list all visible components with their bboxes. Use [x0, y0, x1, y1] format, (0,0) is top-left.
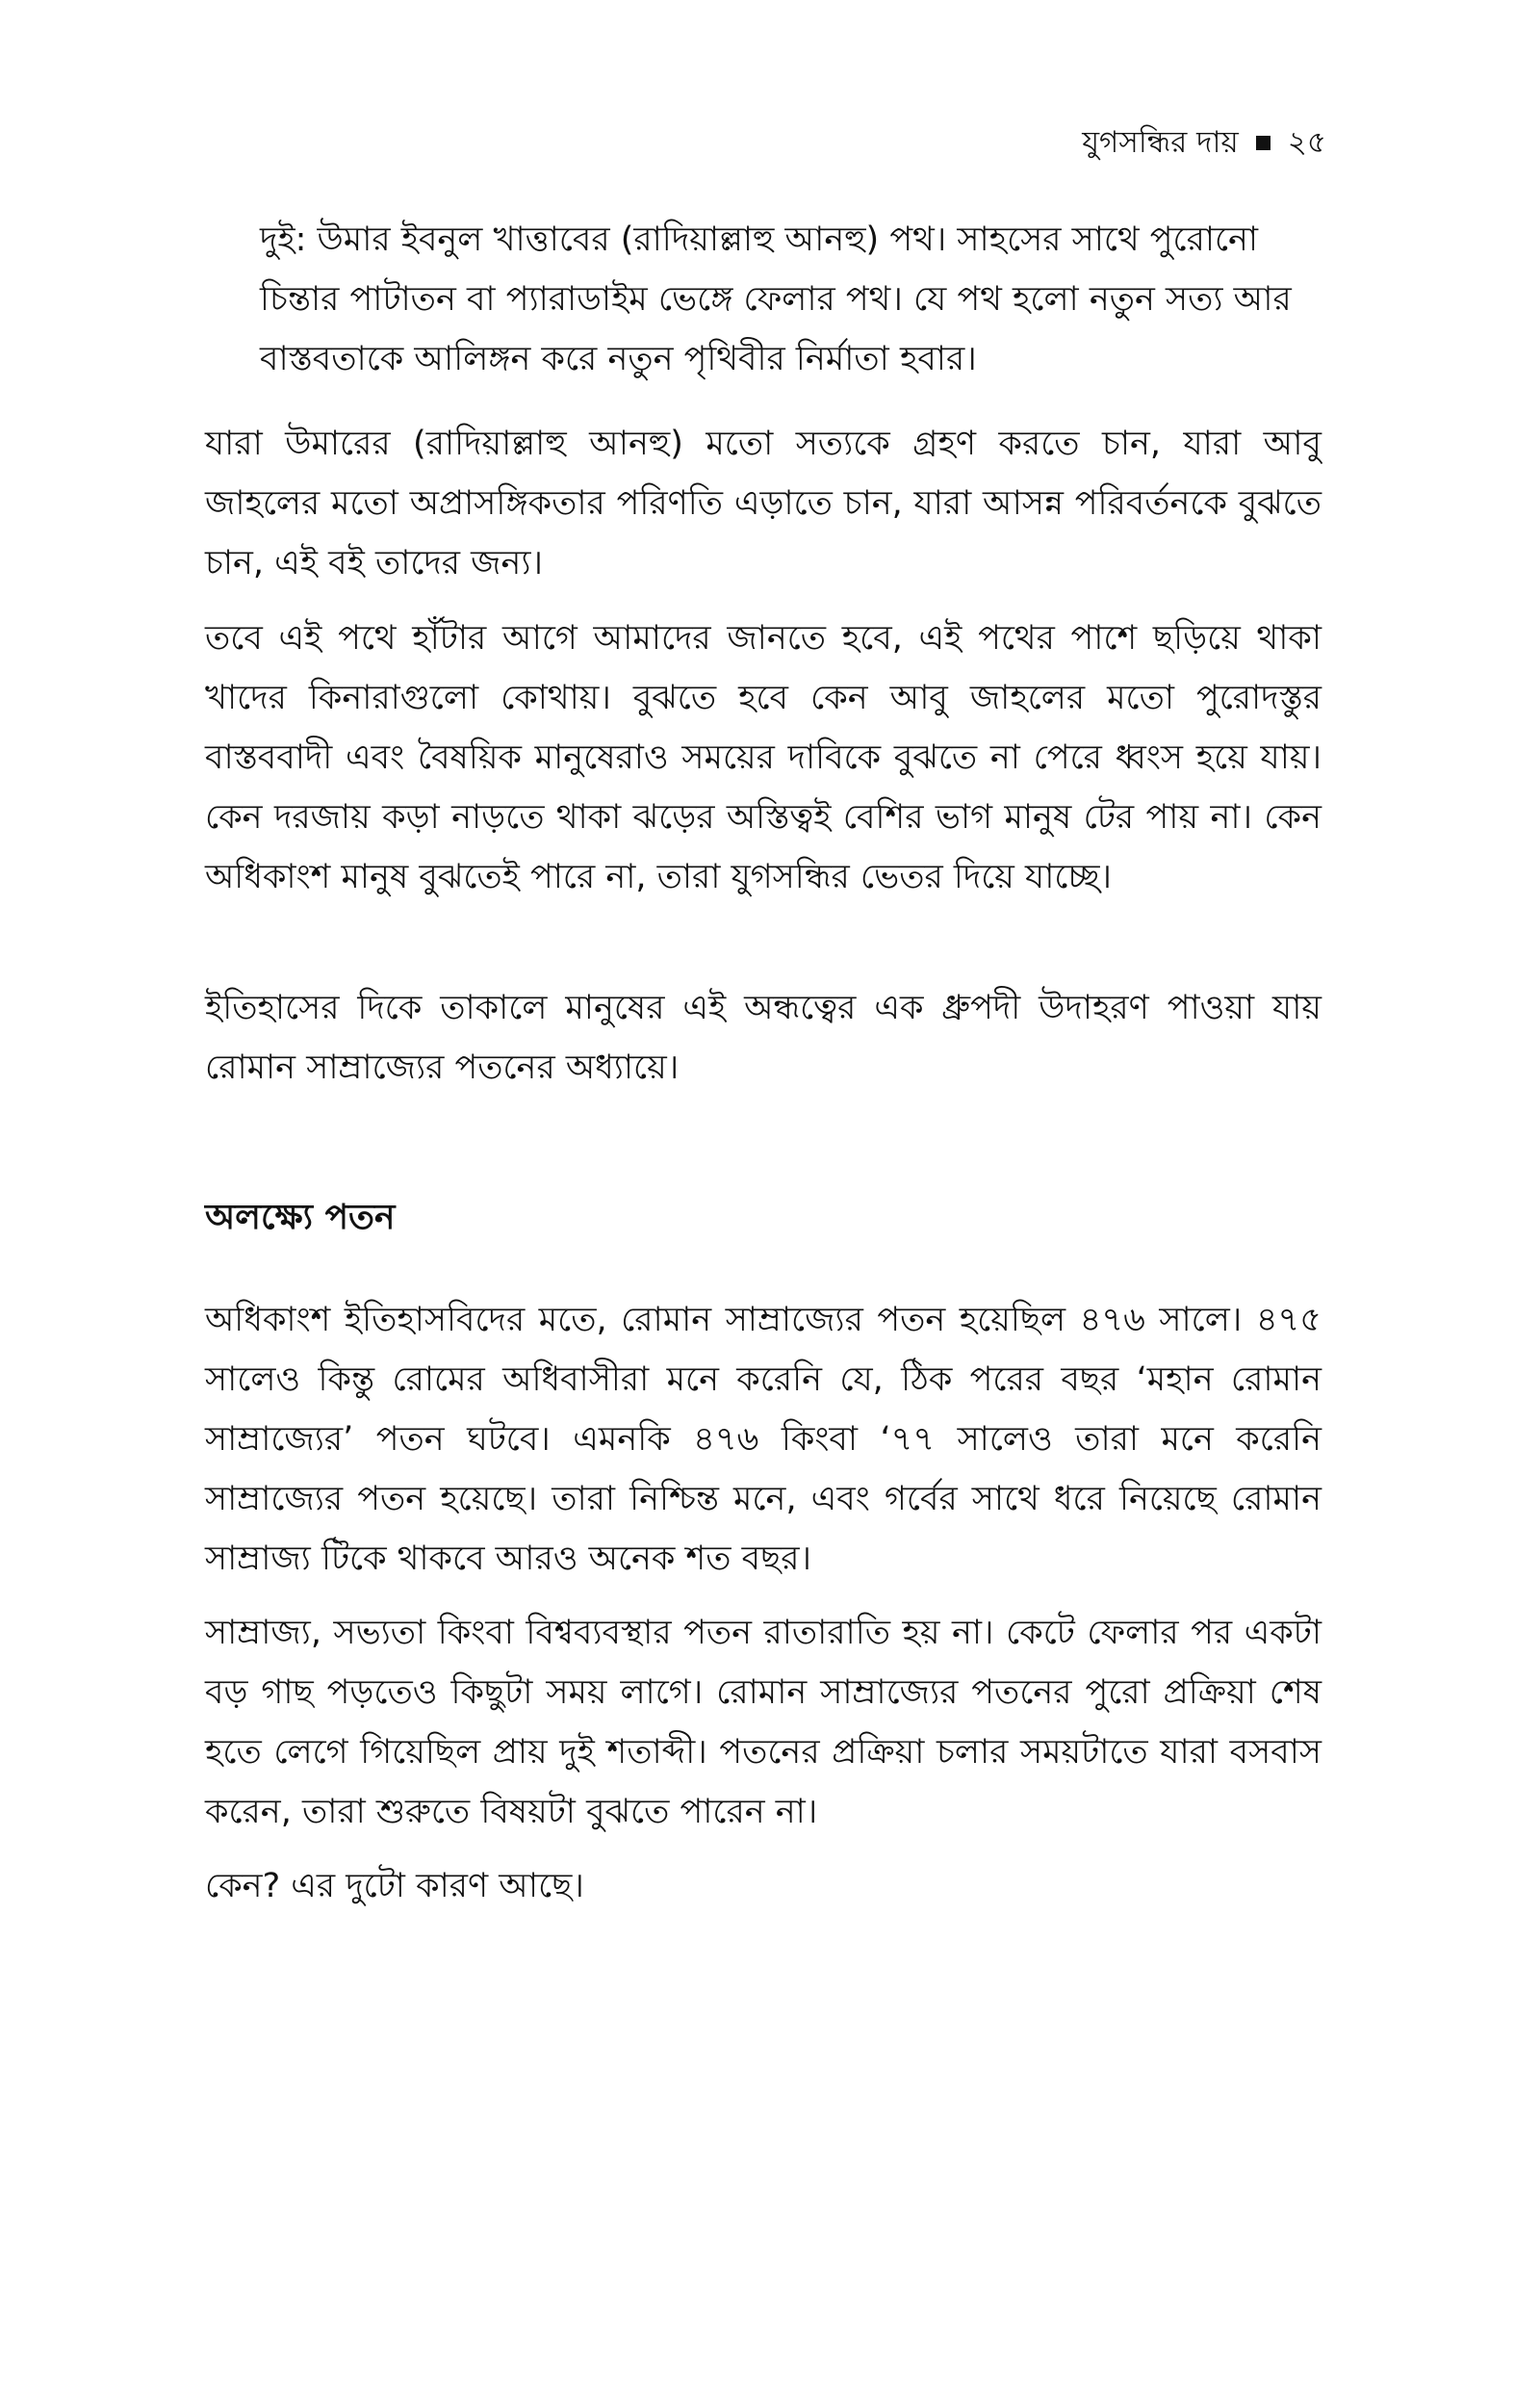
- paragraph-3: ইতিহাসের দিকে তাকালে মানুষের এই অন্ধত্বের এক ধ্রুপদী উদাহরণ পাওয়া যায় রোমান সাম্রাজ্যের পতনের অধ্যায়ে।: [205, 989, 1322, 1087]
- page-number: ২৫: [1287, 125, 1326, 160]
- indented-quote: দুই: উমার ইবনুল খাত্তাবের (রাদিয়াল্লাহু আনহু) পথ। সাহসের সাথে পুরোনো চিন্তার পাটাতন বা প্যারাডাইম ভেঙ্গে ফেলার পথ। যে পথ হলো নতুন সত্য আর বাস্তবতাকে আলিঙ্গন করে নতুন পৃথিবীর নির্মাতা হবার।: [260, 220, 1292, 378]
- square-separator-icon: [1256, 136, 1270, 150]
- section-paragraph-1: অধিকাংশ ইতিহাসবিদের মতে, রোমান সাম্রাজ্যের পতন হয়েছিল ৪৭৬ সালে। ৪৭৫ সালেও কিন্তু রোমের অধিবাসীরা মনে করেনি যে, ঠিক পরের বছর ‘মহান রোমান সাম্রাজ্যের’ পতন ঘটবে। এমনকি ৪৭৬ কিংবা ‘৭৭ সালেও তারা মনে করেনি সাম্রাজ্যের পতন হয়েছে। তারা নিশ্চিন্ত মনে, এবং গর্বের সাথে ধরে নিয়েছে রোমান সাম্রাজ্য টিকে থাকবে আরও অনেক শত বছর।: [205, 1301, 1322, 1578]
- running-header: [1082, 123, 1326, 162]
- section-paragraph-3: কেন? এর দুটো কারণ আছে।: [205, 1867, 584, 1905]
- section-heading: অলক্ষ্যে পতন: [205, 1198, 396, 1237]
- paragraph-1: যারা উমারের (রাদিয়াল্লাহু আনহু) মতো সত্যকে গ্রহণ করতে চান, যারা আবু জাহলের মতো অপ্রাসঙ্গিকতার পরিণতি এড়াতে চান, যারা আসন্ন পরিবর্তনকে বুঝতে চান, এই বই তাদের জন্য।: [205, 425, 1322, 582]
- section-paragraph-2: সাম্রাজ্য, সভ্যতা কিংবা বিশ্বব্যবস্থার পতন রাতারাতি হয় না। কেটে ফেলার পর একটা বড় গাছ পড়তেও কিছুটা সময় লাগে। রোমান সাম্রাজ্যের পতনের পুরো প্রক্রিয়া শেষ হতে লেগে গিয়েছিল প্রায় দুই শতাব্দী। পতনের প্রক্রিয়া চলার সময়টাতে যারা বসবাস করেন, তারা শুরুতে বিষয়টা বুঝতে পারেন না।: [205, 1614, 1322, 1831]
- paragraph-2: তবে এই পথে হাঁটার আগে আমাদের জানতে হবে, এই পথের পাশে ছড়িয়ে থাকা খাদের কিনারাগুলো কোথায়। বুঝতে হবে কেন আবু জাহলের মতো পুরোদস্তুর বাস্তববাদী এবং বৈষয়িক মানুষেরাও সময়ের দাবিকে বুঝতে না পেরে ধ্বংস হয়ে যায়। কেন দরজায় কড়া নাড়তে থাকা ঝড়ের অস্তিত্বই বেশির ভাগ মানুষ টের পায় না। কেন অধিকাংশ মানুষ বুঝতেই পারে না, তারা যুগসন্ধির ভেতর দিয়ে যাচ্ছে।: [205, 619, 1322, 896]
- running-title: যুগসন্ধির দায়: [1082, 125, 1239, 160]
